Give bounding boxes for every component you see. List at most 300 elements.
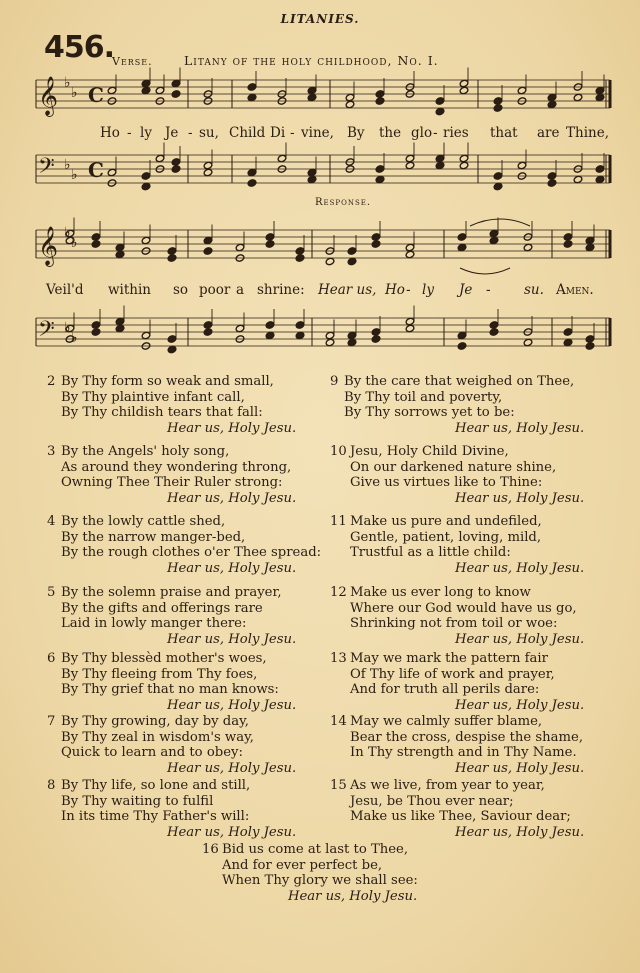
stanza-line	[330, 745, 584, 761]
stanza-number: 5	[47, 585, 56, 600]
stanza-number: 7	[47, 714, 56, 729]
stanza-text: By Thy blessèd mother's woes,	[61, 651, 267, 666]
stanza-line	[47, 460, 296, 476]
note-head	[459, 161, 469, 169]
note-head	[307, 175, 317, 183]
stanza-line	[47, 809, 296, 825]
stanza-text: By Thy form so weak and small,	[61, 374, 274, 389]
note-head	[347, 257, 357, 265]
note-head	[405, 161, 415, 169]
note-head	[141, 182, 151, 190]
note-head	[435, 107, 445, 115]
lyric-syllable: ly	[140, 125, 152, 141]
lyric-syllable: Amen.	[556, 282, 594, 298]
stanza-number: 6	[47, 651, 56, 666]
stanza-line	[47, 778, 296, 794]
stanza-line	[47, 585, 296, 601]
stanza-line	[47, 444, 296, 460]
stanza-refrain: Hear us, Holy Jesu.	[455, 760, 585, 776]
note-head	[107, 168, 117, 176]
stanza-text: In its time Thy Father's will:	[61, 809, 250, 824]
note-head	[247, 93, 257, 101]
lyric-syllable: a	[236, 282, 245, 298]
stanza-text: And for truth all perils dare:	[350, 682, 540, 697]
stanza-refrain: Hear us, Holy Jesu.	[167, 420, 297, 436]
note-head	[91, 233, 101, 241]
note-head	[375, 175, 385, 183]
stanza-line	[47, 601, 296, 617]
lyric-syllable: Je	[459, 282, 473, 298]
stanza-line	[330, 545, 584, 561]
note-head	[459, 154, 469, 162]
stanza-refrain: Hear us, Holy Jesu.	[288, 888, 418, 904]
note-head	[457, 243, 467, 251]
stanza-line	[47, 616, 296, 632]
stanza-refrain: Hear us, Holy Jesu.	[455, 824, 585, 840]
stanza-refrain: Hear us, Holy Jesu.	[455, 420, 585, 436]
lyric-syllable: Thine,	[566, 125, 609, 141]
note-head	[585, 236, 595, 244]
note-head	[405, 317, 415, 325]
note-head	[371, 335, 381, 343]
stanza-number: 11	[330, 514, 347, 529]
note-head	[585, 342, 595, 350]
stanza-line	[47, 667, 296, 683]
note-head	[155, 86, 165, 94]
note-head	[371, 328, 381, 336]
note-head	[573, 93, 583, 101]
stanza-refrain: Hear us, Holy Jesu.	[167, 760, 297, 776]
lyric-syllable: -	[486, 282, 491, 298]
verse-label: Verse.	[112, 55, 153, 68]
lyric-syllable: -	[433, 125, 438, 141]
hymn-number: 456.	[44, 30, 115, 65]
stanza-16	[202, 842, 418, 904]
lyric-syllable: ly	[422, 282, 434, 298]
stanza-text: By Thy grief that no man knows:	[61, 682, 279, 697]
stanza-text: Where our God would have us go,	[350, 600, 577, 616]
stanza-number: 8	[47, 778, 56, 793]
stanza-8	[47, 778, 296, 840]
note-head	[307, 86, 317, 94]
bass-clef-icon: 𝄢	[38, 317, 55, 347]
note-head	[493, 97, 503, 105]
note-head	[171, 90, 181, 98]
note-head	[203, 236, 213, 244]
note-head	[489, 321, 499, 329]
note-head	[265, 240, 275, 248]
lyric-syllable: -	[290, 125, 295, 141]
note-head	[325, 331, 335, 339]
lyric-syllable: within	[108, 282, 152, 298]
stanza-text: By Thy growing, day by day,	[61, 714, 249, 729]
note-head	[595, 165, 605, 173]
note-head	[91, 321, 101, 329]
stanza-12	[330, 585, 584, 647]
time-signature: C	[88, 158, 104, 182]
stanza-text: By Thy waiting to fulfil	[61, 793, 214, 809]
stanza-7	[47, 714, 296, 776]
stanza-line	[47, 390, 296, 406]
stanza-4	[47, 514, 321, 576]
stanza-text: May we mark the pattern fair	[350, 651, 548, 666]
stanza-line	[330, 778, 584, 794]
running-head: LITANIES.	[280, 12, 360, 26]
stanza-line	[330, 530, 584, 546]
note-head	[457, 331, 467, 339]
note-head	[405, 324, 415, 332]
note-head	[307, 93, 317, 101]
flat-icon: ♭	[64, 225, 71, 241]
note-head	[141, 172, 151, 180]
stanza-text: Jesu, Holy Child Divine,	[350, 444, 509, 459]
note-head	[563, 233, 573, 241]
stanza-number: 9	[330, 374, 339, 389]
stanza-refrain: Hear us, Holy Jesu.	[167, 490, 297, 506]
stanza-number: 13	[330, 651, 347, 666]
stanza-9	[330, 374, 584, 436]
lyric-syllable: By	[347, 125, 365, 141]
lyric-syllable: -	[188, 125, 193, 141]
lyric-syllable: glo	[411, 125, 433, 141]
stanza-number: 2	[47, 374, 56, 389]
stanza-text: By Thy plaintive infant call,	[61, 389, 245, 405]
stanza-line	[47, 545, 321, 561]
stanza-number: 4	[47, 514, 56, 529]
note-head	[405, 250, 415, 258]
note-head	[203, 321, 213, 329]
note-head	[325, 338, 335, 346]
lyric-syllable: shrine:	[257, 282, 305, 298]
lyric-syllable: Veil'd	[46, 282, 84, 298]
lyric-syllable: su.	[524, 282, 544, 298]
note-head	[595, 86, 605, 94]
note-head	[167, 254, 177, 262]
stanza-text: By the rough clothes o'er Thee spread:	[61, 545, 322, 560]
note-head	[91, 328, 101, 336]
note-head	[405, 154, 415, 162]
note-head	[203, 168, 213, 176]
note-head	[265, 331, 275, 339]
lyric-syllable: are	[537, 125, 560, 141]
note-head	[235, 243, 245, 251]
stanza-3	[47, 444, 296, 506]
note-head	[141, 79, 151, 87]
music-score	[0, 0, 640, 380]
note-head	[347, 331, 357, 339]
lyric-syllable: -	[406, 282, 411, 298]
stanza-number: 14	[330, 714, 347, 729]
stanza-line	[330, 514, 584, 530]
note-head	[345, 93, 355, 101]
note-head	[595, 175, 605, 183]
stanza-refrain: Hear us, Holy Jesu.	[455, 631, 585, 647]
stanza-text: As we live, from year to year,	[350, 778, 545, 793]
stanza-line	[330, 390, 584, 406]
lyric-line-2	[0, 282, 640, 300]
lyric-syllable: Ho	[100, 125, 120, 141]
stanza-line	[330, 682, 584, 698]
lyric-syllable: vine,	[301, 125, 334, 141]
lyric-syllable: ries	[443, 125, 469, 141]
note-head	[325, 257, 335, 265]
note-head	[435, 154, 445, 162]
stanza-11	[330, 514, 584, 576]
stanza-number: 16	[202, 842, 219, 857]
note-head	[247, 83, 257, 91]
stanza-line	[330, 601, 584, 617]
note-head	[489, 229, 499, 237]
stanza-line	[47, 794, 296, 810]
stanza-text: As around they wondering throng,	[61, 459, 292, 475]
note-head	[375, 165, 385, 173]
note-head	[517, 161, 527, 169]
stanza-text: By the care that weighed on Thee,	[344, 374, 575, 389]
note-head	[347, 247, 357, 255]
stanza-text: By Thy toil and poverty,	[344, 389, 503, 405]
stanza-line	[330, 794, 584, 810]
response-label: Response.	[315, 197, 372, 208]
note-head	[563, 328, 573, 336]
note-head	[167, 335, 177, 343]
note-head	[141, 236, 151, 244]
lyric-syllable: that	[490, 125, 518, 141]
stanza-line	[47, 530, 321, 546]
stanza-14	[330, 714, 584, 776]
note-head	[167, 247, 177, 255]
stanza-text: By the lowly cattle shed,	[61, 514, 226, 529]
stanza-text: When Thy glory we shall see:	[222, 873, 418, 888]
stanza-text: By Thy sorrows yet to be:	[344, 405, 515, 420]
stanza-text: By the solemn praise and prayer,	[61, 585, 282, 600]
note-head	[155, 154, 165, 162]
bass-clef-icon: 𝄢	[38, 154, 55, 184]
note-head	[435, 97, 445, 105]
lyric-syllable: Hear us,	[318, 282, 377, 298]
stanza-text: By Thy zeal in wisdom's way,	[61, 729, 254, 745]
note-head	[235, 324, 245, 332]
note-head	[203, 247, 213, 255]
stanza-text: In Thy strength and in Thy Name.	[350, 745, 577, 760]
note-head	[493, 182, 503, 190]
stanza-refrain: Hear us, Holy Jesu.	[167, 560, 297, 576]
stanza-text: Make us like Thee, Saviour dear;	[350, 809, 571, 824]
flat-icon: ♭	[71, 85, 78, 101]
note-head	[563, 240, 573, 248]
stanza-text: Make us ever long to know	[350, 585, 531, 600]
stanza-refrain: Hear us, Holy Jesu.	[455, 560, 585, 576]
flat-icon: ♭	[71, 330, 78, 346]
stanza-refrain: Hear us, Holy Jesu.	[167, 697, 297, 713]
slur	[470, 219, 530, 226]
stanza-line	[330, 405, 584, 421]
stanza-line	[47, 730, 296, 746]
note-head	[547, 93, 557, 101]
note-head	[523, 338, 533, 346]
stanza-line	[330, 460, 584, 476]
note-head	[295, 254, 305, 262]
stanza-line	[330, 475, 584, 491]
note-head	[171, 158, 181, 166]
lyric-syllable: su,	[199, 125, 219, 141]
stanza-text: Shrinking not from toil or woe:	[350, 616, 558, 631]
note-head	[295, 321, 305, 329]
stanza-line	[202, 842, 418, 858]
note-head	[307, 168, 317, 176]
stanza-line	[330, 651, 584, 667]
note-head	[585, 335, 595, 343]
stanza-line	[330, 714, 584, 730]
note-head	[371, 240, 381, 248]
stanza-text: Give us virtues like to Thine:	[350, 475, 543, 490]
stanza-line	[47, 475, 296, 491]
note-head	[115, 250, 125, 258]
note-head	[295, 247, 305, 255]
stanza-refrain: Hear us, Holy Jesu.	[167, 631, 297, 647]
stanza-6	[47, 651, 296, 713]
stanza-line	[330, 730, 584, 746]
note-head	[459, 79, 469, 87]
note-head	[459, 86, 469, 94]
note-head	[295, 331, 305, 339]
stanza-refrain: Hear us, Holy Jesu.	[455, 697, 585, 713]
stanza-text: By Thy fleeing from Thy foes,	[61, 666, 258, 682]
stanza-text: May we calmly suffer blame,	[350, 714, 543, 729]
stanza-number: 10	[330, 444, 347, 459]
note-head	[517, 86, 527, 94]
stanza-15	[330, 778, 584, 840]
note-head	[247, 179, 257, 187]
note-head	[91, 240, 101, 248]
stanza-line	[47, 374, 296, 390]
stanza-text: Laid in lowly manger there:	[61, 616, 247, 631]
lyric-syllable: Child	[229, 125, 266, 141]
note-head	[457, 233, 467, 241]
note-head	[493, 172, 503, 180]
stanza-13	[330, 651, 584, 713]
note-head	[167, 345, 177, 353]
note-head	[547, 100, 557, 108]
stanza-refrain: Hear us, Holy Jesu.	[455, 490, 585, 506]
note-head	[595, 93, 605, 101]
stanza-text: Of Thy life of work and prayer,	[350, 666, 555, 682]
stanza-text: Bid us come at last to Thee,	[222, 842, 409, 857]
note-head	[371, 233, 381, 241]
stanza-line	[47, 405, 296, 421]
note-head	[523, 243, 533, 251]
stanza-5	[47, 585, 296, 647]
note-head	[457, 342, 467, 350]
slur	[460, 268, 510, 274]
stanza-text: By Thy childish tears that fall:	[61, 405, 263, 420]
stanza-text: Owning Thee Their Ruler strong:	[61, 475, 283, 490]
stanza-line	[202, 858, 418, 874]
note-head	[115, 324, 125, 332]
note-head	[265, 233, 275, 241]
treble-clef-icon: 𝄞	[38, 226, 59, 266]
note-head	[493, 104, 503, 112]
note-head	[171, 165, 181, 173]
lyric-syllable: the	[379, 125, 402, 141]
stanza-text: Gentle, patient, loving, mild,	[350, 529, 542, 545]
lyric-syllable: Di	[270, 125, 286, 141]
stanza-text: On our darkened nature shine,	[350, 459, 557, 475]
flat-icon: ♭	[64, 320, 71, 336]
note-head	[375, 90, 385, 98]
note-head	[115, 317, 125, 325]
stanza-text: By the narrow manger-bed,	[61, 529, 246, 545]
stanza-line	[330, 374, 584, 390]
time-signature: C	[88, 83, 104, 107]
stanza-line	[47, 651, 296, 667]
stanza-number: 3	[47, 444, 56, 459]
stanza-text: Trustful as a little child:	[350, 545, 511, 560]
stanza-line	[330, 585, 584, 601]
note-head	[247, 168, 257, 176]
stanza-line	[47, 682, 296, 698]
note-head	[115, 243, 125, 251]
stanza-line	[47, 514, 321, 530]
stanza-line	[47, 714, 296, 730]
lyric-syllable: Je	[165, 125, 179, 141]
hymn-title: Litany of the holy childhood, No. I.	[184, 53, 439, 68]
note-head	[585, 243, 595, 251]
note-head	[375, 97, 385, 105]
stanza-text: Bear the cross, despise the shame,	[350, 729, 584, 745]
stanza-line	[330, 667, 584, 683]
note-head	[489, 328, 499, 336]
note-head	[171, 79, 181, 87]
lyric-syllable: -	[127, 125, 132, 141]
note-head	[277, 154, 287, 162]
note-head	[203, 161, 213, 169]
stanza-text: Quick to learn and to obey:	[61, 745, 243, 760]
stanza-text: By the gifts and offerings rare	[61, 600, 263, 616]
lyric-syllable: poor	[199, 282, 231, 298]
treble-clef-icon: 𝄞	[38, 76, 59, 116]
stanza-text: By Thy life, so lone and still,	[61, 778, 251, 793]
stanza-text: By the Angels' holy song,	[61, 444, 230, 459]
flat-icon: ♭	[64, 157, 71, 173]
note-head	[573, 175, 583, 183]
stanza-line	[330, 616, 584, 632]
stanza-text: And for ever perfect be,	[222, 857, 383, 873]
note-head	[489, 236, 499, 244]
note-head	[435, 161, 445, 169]
flat-icon: ♭	[71, 167, 78, 183]
stanza-number: 12	[330, 585, 347, 600]
stanza-line	[202, 873, 418, 889]
note-head	[563, 338, 573, 346]
lyric-syllable: Ho	[385, 282, 405, 298]
stanza-number: 15	[330, 778, 347, 793]
flat-icon: ♭	[71, 235, 78, 251]
lyric-line-1	[0, 125, 640, 143]
stanza-text: Make us pure and undefiled,	[350, 514, 542, 529]
note-head	[345, 100, 355, 108]
note-head	[107, 86, 117, 94]
note-head	[405, 243, 415, 251]
stanza-refrain: Hear us, Holy Jesu.	[167, 824, 297, 840]
stanza-line	[47, 745, 296, 761]
note-head	[347, 338, 357, 346]
flat-icon: ♭	[64, 75, 71, 91]
lyric-syllable: so	[173, 282, 189, 298]
note-head	[265, 321, 275, 329]
stanza-text: Jesu, be Thou ever near;	[350, 793, 514, 809]
note-head	[547, 172, 557, 180]
note-head	[203, 328, 213, 336]
